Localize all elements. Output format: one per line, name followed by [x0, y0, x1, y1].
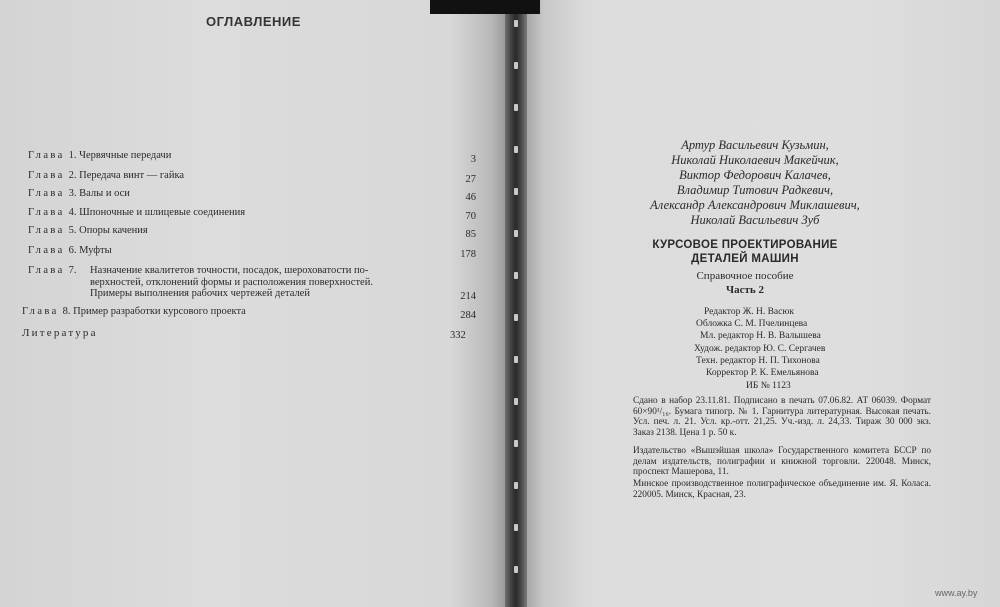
toc-entry: [28, 188, 476, 203]
binding-stitch: [514, 230, 518, 237]
ib-number: ИБ № 1123: [746, 381, 791, 391]
toc-entry: [22, 306, 476, 321]
staff-line: Техн. редактор Н. П. Тихонова: [696, 355, 820, 366]
toc-prefix: Глава: [22, 306, 59, 317]
toc-page-number: 85: [465, 229, 476, 240]
binding-stitch: [514, 188, 518, 195]
staff-line: Редактор Ж. Н. Васюк: [704, 307, 795, 317]
binding-stitch: [514, 482, 518, 489]
author-name: Владимир Титович Радкевич,: [676, 183, 834, 197]
toc-literature-label: Литература: [22, 327, 98, 339]
toc-entry-text: 8. Пример разработки курсового проекта: [62, 306, 246, 317]
toc-page-number: 27: [465, 174, 476, 185]
toc-entry-text: 5. Опоры качения: [68, 225, 148, 236]
toc-page-number: 214: [460, 291, 476, 302]
toc-prefix: Глава: [28, 245, 65, 256]
toc-page-number: 70: [465, 211, 476, 222]
toc-entry-text: 6. Муфты: [68, 245, 112, 256]
binding-stitch: [514, 566, 518, 573]
binding-stitch: [514, 440, 518, 447]
editorial-staff: [690, 306, 825, 379]
toc-entry: [28, 150, 476, 165]
book-part: Часть 2: [726, 284, 764, 296]
staff-line: Мл. редактор Н. В. Валышева: [700, 331, 821, 342]
binding-stitch: [514, 356, 518, 363]
toc-page-number: 3: [470, 154, 476, 165]
toc-entry: [28, 170, 476, 185]
cover-edge-shadow: [430, 0, 540, 14]
binding-stitch: [514, 146, 518, 153]
binding-stitch: [514, 62, 518, 69]
book-title-line: ДЕТАЛЕЙ МАШИН: [691, 253, 799, 265]
toc-entry-line: Примеры выполнения рабочих чертежей деталей: [90, 288, 310, 299]
author-name: Николай Николаевич Макейчик,: [671, 153, 839, 167]
toc-entry-line: Назначение квалитетов точности, посадок, шероховатости по-: [90, 265, 369, 276]
binding-stitch: [514, 272, 518, 279]
toc-prefix: Глава: [28, 188, 65, 199]
binding-stitch: [514, 104, 518, 111]
staff-line: Худож. редактор Ю. С. Сергачев: [694, 343, 826, 354]
toc-entry-text: 4. Шпоночные и шлицевые соединения: [68, 207, 246, 218]
book-subtitle: Справочное пособие: [696, 270, 794, 282]
book-title: [545, 238, 945, 266]
binding-stitch: [514, 20, 518, 27]
toc-literature-page: 332: [450, 330, 466, 341]
book-title-line: КУРСОВОЕ ПРОЕКТИРОВАНИЕ: [652, 239, 838, 251]
staff-line: Обложка С. М. Пчелинцева: [696, 319, 808, 330]
right-page: [520, 0, 1000, 607]
author-name: Николай Васильевич Зуб: [690, 213, 820, 227]
toc-entry-text: 2. Передача винт — гайка: [68, 170, 185, 181]
toc-entry-body: [90, 265, 470, 300]
toc-entry: [28, 225, 476, 240]
author-name: Виктор Федорович Калачев,: [679, 168, 831, 182]
binding-stitch: [514, 524, 518, 531]
toc-entry-multiline: [28, 265, 476, 305]
binding-stitch: [514, 314, 518, 321]
toc-prefix: Глава: [28, 150, 65, 161]
toc-entry-text: 3. Валы и оси: [68, 188, 130, 199]
author-name: Артур Васильевич Кузьмин,: [681, 138, 829, 152]
toc-entry: [28, 245, 476, 260]
toc-prefix: Глава: [28, 225, 65, 236]
toc-page-number: 284: [460, 310, 476, 321]
publisher-info: Издательство «Вышэйшая школа» Государственного комитета БССР по делам издательств, полиграфии и книжной торговли. 220048. Минск, проспект Машерова, 11.: [633, 446, 931, 478]
toc-entry-text: 1. Червячные передачи: [68, 150, 172, 161]
print-details: Сдано в набор 23.11.81. Подписано в печать 07.06.82. АТ 06039. Формат 60×90¹/₁₆. Бумага типогр. № 1. Гарнитура литературная. Высокая печать. Усл. печ. л. 21. Усл. кр.-отт. 21,25. Уч.-изд. л. 24,33. Тираж 30 000 экз. Заказ 2138. Цена 1 р. 50 к.: [633, 396, 931, 438]
watermark: www.ay.by: [935, 588, 978, 598]
author-name: Александр Александрович Миклашевич,: [650, 198, 860, 212]
toc-prefix: Глава: [28, 265, 65, 276]
toc-entry-number: 7.: [68, 265, 77, 276]
printer-info: Минское производственное полиграфическое объединение им. Я. Коласа. 220005. Минск, Красная, 23.: [633, 479, 931, 500]
authors-list: [560, 138, 950, 228]
toc-prefix: Глава: [28, 207, 65, 218]
book-spine-gutter: [505, 0, 527, 607]
toc-prefix: Глава: [28, 170, 65, 181]
toc-page-number: 178: [460, 249, 476, 260]
toc-entry: [28, 207, 476, 222]
binding-stitch: [514, 398, 518, 405]
toc-entry-line: верхностей, отклонений формы и расположения поверхностей.: [90, 276, 373, 288]
toc-title: ОГЛАВЛЕНИЕ: [206, 14, 301, 29]
staff-line: Корректор Р. К. Емельянова: [706, 368, 819, 379]
toc-page-number: 46: [465, 192, 476, 203]
